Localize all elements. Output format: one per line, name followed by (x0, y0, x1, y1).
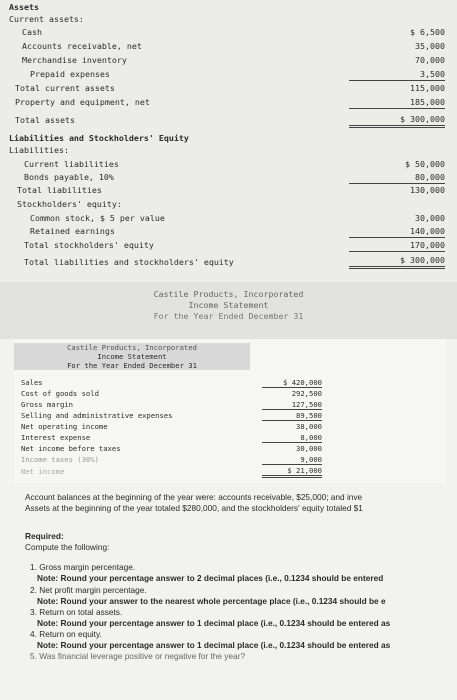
income-row-value: $ 420,000 (262, 378, 322, 388)
bs-row-label: Total current assets (15, 83, 115, 93)
income-header-company: Castile Products, Incorporated (153, 289, 304, 299)
balance-sheet-panel (0, 0, 457, 282)
bs-row-label: Cash (22, 27, 42, 37)
income-company: Castile Products, Incorporated (67, 343, 197, 352)
question-item-title: 1. Gross margin percentage. (30, 562, 136, 572)
question-item-title: 3. Return on total assets. (30, 607, 123, 617)
equity-row-label: Common stock, $ 5 per value (30, 213, 165, 223)
bs-row-value: 3,500 (349, 69, 445, 81)
required-label: Required: (25, 531, 64, 541)
question-item-title: 2. Net profit margin percentage. (30, 585, 147, 595)
bs-row-value: 70,000 (415, 55, 445, 65)
bs-row-value: 185,000 (349, 97, 445, 109)
liab-row-label: Total liabilities (17, 185, 102, 195)
bs-row-value: 115,000 (410, 83, 445, 93)
bs-row-label: Property and equipment, net (15, 97, 150, 107)
income-row-value: 38,000 (296, 422, 322, 431)
income-row-label: Selling and administrative expenses (21, 411, 173, 420)
income-row-value: 127,500 (262, 400, 322, 410)
income-row-value: 8,000 (262, 433, 322, 443)
assets-heading: Assets (9, 2, 39, 12)
question-item-note: Note: Round your answer to the nearest whole percentage place (i.e., 0.1234 should be e (37, 596, 386, 606)
liab-row-value: $ 50,000 (405, 159, 445, 169)
income-row-value: $ 21,000 (262, 466, 322, 478)
liab-row-label: Current liabilities (24, 159, 119, 169)
liab-row-label: Bonds payable, 10% (24, 172, 114, 182)
equity-row-label: Total stockholders' equity (24, 240, 154, 250)
income-row-label: Income taxes (30%) (21, 455, 99, 464)
bs-row-label: Merchandise inventory (22, 55, 127, 65)
bs-row-value: $ 300,000 (349, 114, 445, 128)
liabilities-label: Liabilities: (9, 145, 69, 155)
income-period: For the Year Ended December 31 (67, 361, 197, 370)
question-item-title: 5. Was financial leverage positive or negative for the year? (30, 651, 246, 661)
income-row-label: Interest expense (21, 433, 91, 442)
income-row-label: Cost of goods sold (21, 389, 99, 398)
liabilities-equity-heading: Liabilities and Stockholders' Equity (9, 133, 189, 143)
equity-row-value: 170,000 (349, 240, 445, 252)
bs-row-label: Accounts receivable, net (22, 41, 142, 51)
equity-row-value: $ 300,000 (349, 255, 445, 269)
income-row-label: Sales (21, 378, 43, 387)
bs-row-label: Total assets (15, 115, 75, 125)
income-row-label: Net operating income (21, 422, 108, 431)
question-item-note: Note: Round your percentage answer to 1 decimal place (i.e., 0.1234 should be entered as (37, 640, 391, 650)
income-statement-title-block (14, 343, 250, 370)
income-header-title: Income Statement (188, 300, 269, 310)
balances-text-line2: Assets at the beginning of the year totaled $280,000, and the stockholders' equity totaled $1 (25, 503, 363, 513)
equity-row-label: Total liabilities and stockholders' equity (24, 257, 234, 267)
equity-row-label: Retained earnings (30, 226, 115, 236)
question-item-note: Note: Round your percentage answer to 2 decimal places (i.e., 0.1234 should be entered (37, 573, 384, 583)
bs-row-label: Prepaid expenses (30, 69, 110, 79)
income-header-period: For the Year Ended December 31 (153, 311, 304, 321)
question-item-note: Note: Round your percentage answer to 1 decimal place (i.e., 0.1234 should be entered as (37, 618, 391, 628)
current-assets-label: Current assets: (9, 14, 84, 24)
compute-label: Compute the following: (25, 542, 110, 552)
equity-row-value: 140,000 (349, 226, 445, 238)
liab-row-value: 130,000 (410, 185, 445, 195)
liab-row-value: 80,000 (349, 172, 445, 184)
income-row-label: Gross margin (21, 400, 73, 409)
bs-row-value: $ 6,500 (410, 27, 445, 37)
question-item-title: 4. Return on equity. (30, 629, 102, 639)
equity-label: Stockholders' equity: (17, 199, 122, 209)
income-row-value: 9,000 (262, 455, 322, 465)
income-row-label: Net income (21, 467, 65, 476)
income-row-value: 30,000 (296, 444, 322, 453)
equity-row-value: 30,000 (415, 213, 445, 223)
income-row-value: 89,500 (262, 411, 322, 421)
income-row-value: 292,500 (291, 389, 322, 398)
income-header-panel (0, 282, 457, 339)
bs-row-value: 35,000 (415, 41, 445, 51)
income-title: Income Statement (97, 352, 167, 361)
balances-text-line1: Account balances at the beginning of the year were: accounts receivable, $25,000; and inve (25, 492, 363, 502)
income-row-label: Net income before taxes (21, 444, 121, 453)
